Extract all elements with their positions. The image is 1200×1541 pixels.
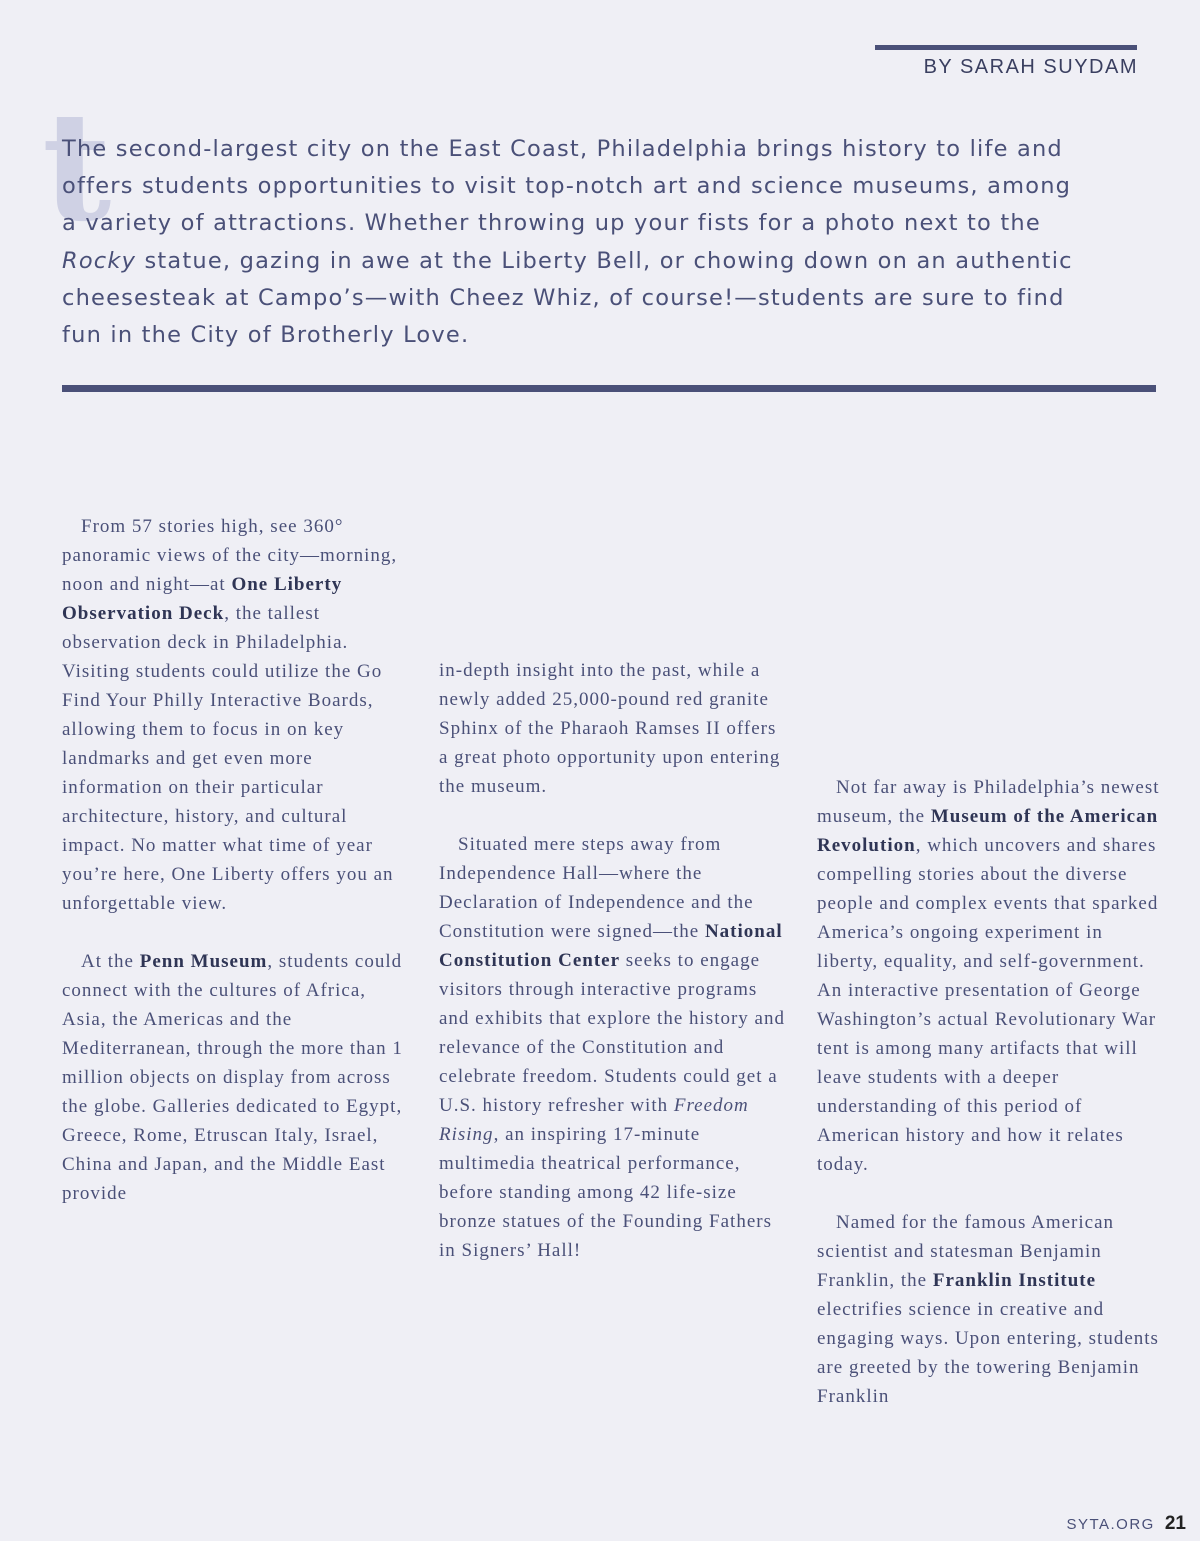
page-footer <box>1066 1513 1186 1535</box>
body-text: electrifies science in creative and engaging ways. Upon entering, students are greeted by the towering Benjamin Franklin <box>817 1299 1159 1407</box>
article-paragraph <box>439 830 787 1265</box>
drop-cap: t <box>42 79 112 255</box>
article-paragraph <box>817 1208 1165 1411</box>
body-text: Not far away is Philadelphia’s newest museum, the <box>817 777 1160 827</box>
venue-name: One Liberty Observation Deck <box>62 574 343 624</box>
body-text: Named for the famous American scientist and statesman Benjamin Franklin, the <box>817 1212 1115 1291</box>
article-paragraph <box>62 947 414 1208</box>
body-text: , the tallest observation deck in Philadelphia. Visiting students could utilize the Go Find Your Philly Interactive Boards, allowing them to focus in on key landmarks and get even more information on their particular architecture, history, and cultural impact. No matter what time of year you’re here, One Liberty offers you an unforgettable view. <box>62 603 394 914</box>
site-url: SYTA.ORG <box>1066 1516 1155 1533</box>
body-text: , students could connect with the cultures of Africa, Asia, the Americas and the Mediterranean, through the more than 1 million objects on display from across the globe. Galleries dedicated to Egypt, Greece, Rome, Etruscan Italy, Israel, China and Japan, and the Middle East provide <box>62 951 403 1204</box>
intro-italic: Rocky <box>62 247 137 274</box>
body-text: , an inspiring 17-minute multimedia theatrical performance, before standing among 42 life-size bronze statues of the Founding Fathers in Signers’ Hall! <box>439 1124 772 1261</box>
byline: BY SARAH SUYDAM <box>923 56 1138 78</box>
intro-text: statue, gazing in awe at the Liberty Bell, or chowing down on an authentic cheesesteak at Campo’s—with Cheez Whiz, of course!—students are sure to find fun in the City of Brotherly Love. <box>62 247 1073 349</box>
article-column-1 <box>62 512 414 1237</box>
body-text: seeks to engage visitors through interactive programs and exhibits that explore the history and relevance of the Constitution and celebrate freedom. Students could get a U.S. history refresher with <box>439 950 785 1116</box>
intro-paragraph <box>62 131 1092 354</box>
intro-text: The second-largest city on the East Coast, Philadelphia brings history to life and offers students opportunities to visit top-notch art and science museums, among a variety of attractions. Whether throwing up your fists for a photo next to the <box>62 136 1072 237</box>
venue-name: Museum of the American Revolution <box>817 806 1159 856</box>
body-text: Situated mere steps away from Independence Hall—where the Declaration of Independence and the Constitution were signed—the <box>439 834 754 942</box>
body-text: , which uncovers and shares compelling stories about the diverse people and complex events that sparked America’s ongoing experiment in liberty, equality, and self-government. An interactive presentation of George Washington’s actual Revolutionary War tent is among many artifacts that will leave students with a deeper understanding of this period of American history and how it relates today. <box>817 835 1159 1175</box>
article-paragraph: in-depth insight into the past, while a newly added 25,000-pound red granite Sphinx of the Pharaoh Ramses II offers a great photo opportunity upon entering the museum. <box>439 660 781 797</box>
article-column-3 <box>817 773 1165 1440</box>
article-paragraph <box>817 773 1165 1179</box>
top-rule <box>875 45 1137 50</box>
body-text: At the <box>81 951 140 972</box>
venue-name: National Constitution Center <box>439 921 783 971</box>
body-text: From 57 stories high, see 360° panoramic views of the city—morning, noon and night—at <box>62 516 398 595</box>
page-number: 21 <box>1164 1513 1186 1534</box>
article-column-2 <box>439 656 787 1294</box>
section-divider <box>62 385 1156 392</box>
show-title: Freedom Rising <box>439 1095 749 1145</box>
venue-name: Franklin Institute <box>932 1270 1097 1291</box>
venue-name: Penn Museum <box>139 951 268 972</box>
article-paragraph <box>62 512 414 918</box>
